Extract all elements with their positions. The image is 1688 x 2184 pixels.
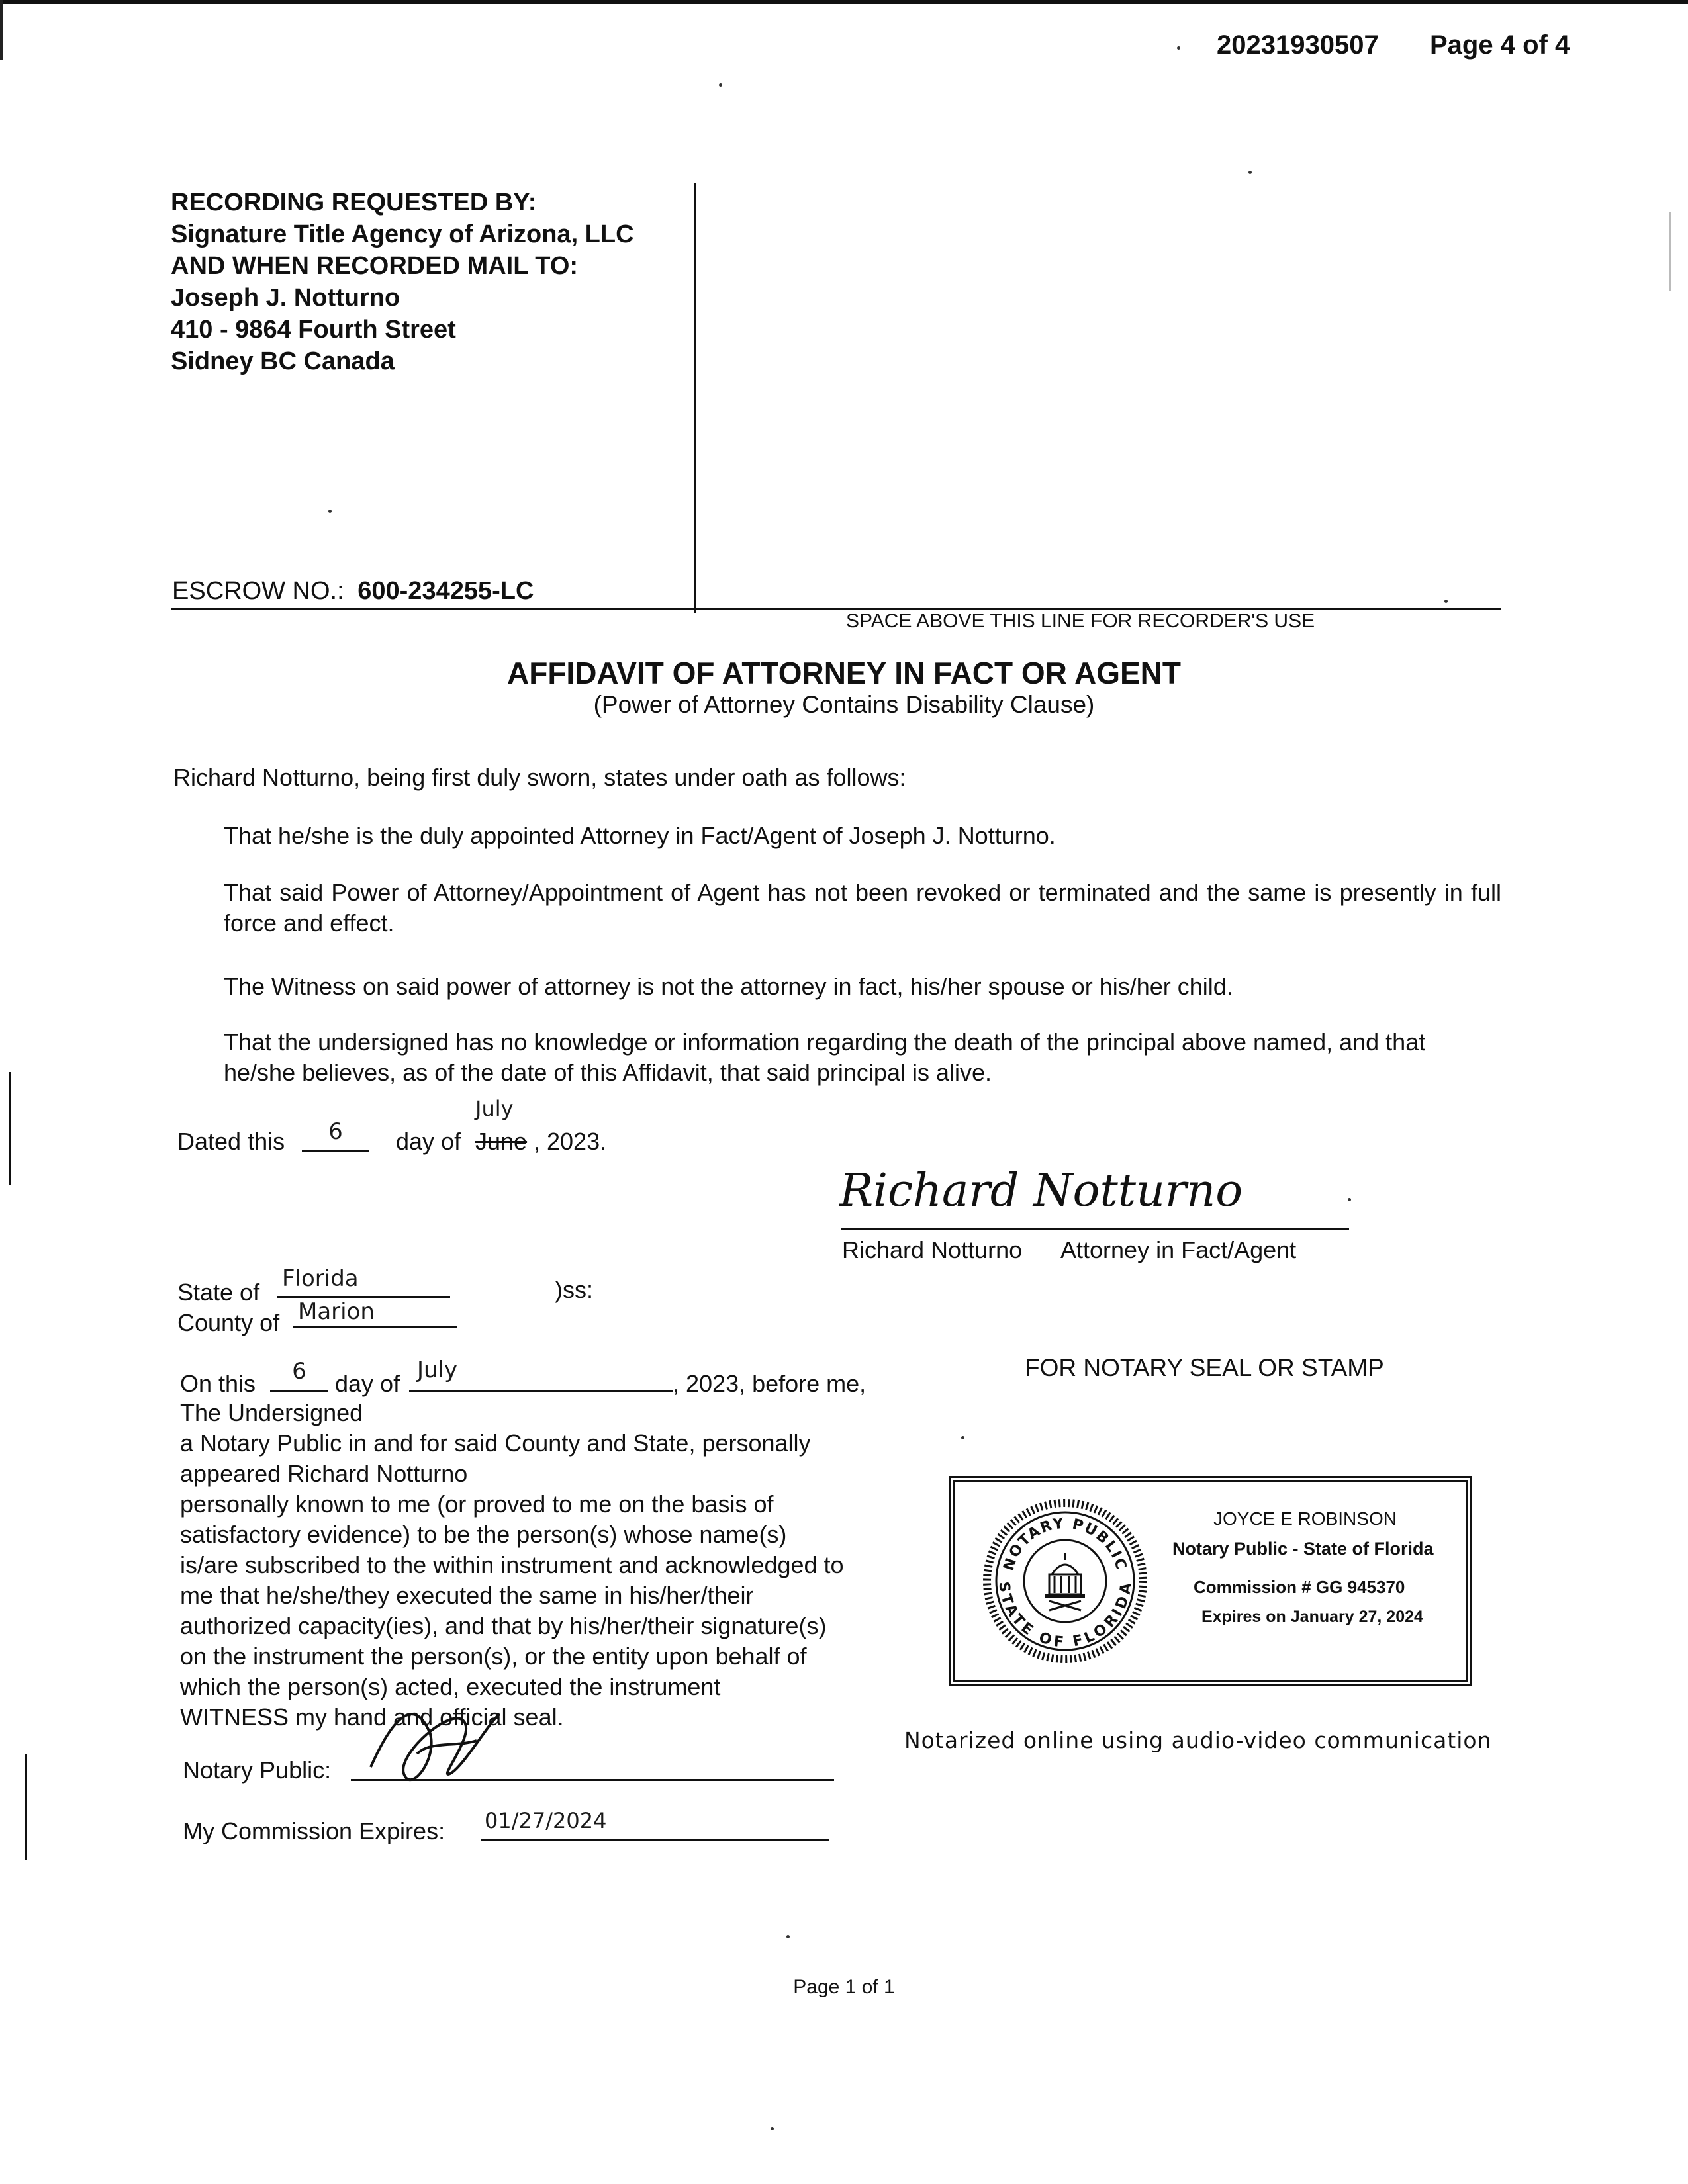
ack-body — [180, 1398, 941, 1733]
witness-line: WITNESS my hand and official seal. — [180, 1704, 564, 1731]
recorder-note: SPACE ABOVE THIS LINE FOR RECORDER'S USE — [846, 610, 1315, 632]
margin-scan-mark — [9, 1072, 11, 1185]
recording-line: 410 - 9864 Fourth Street — [171, 316, 456, 343]
signer-role: Attorney in Fact/Agent — [1060, 1236, 1297, 1263]
state-value — [277, 1265, 450, 1298]
online-notarization-note: Notarized online using audio-video communication — [904, 1727, 1492, 1753]
seal-notary-name: JOYCE E ROBINSON — [1213, 1508, 1397, 1529]
state-value-text: Florida — [282, 1265, 359, 1292]
body-intro: Richard Notturno, being first duly sworn, states under oath as follows: — [173, 764, 906, 791]
recording-line: RECORDING REQUESTED BY: — [171, 189, 537, 216]
recorder-divider-horizontal — [171, 608, 1501, 610]
seal-ring-bottom-text: STATE OF FLORIDA — [995, 1580, 1135, 1651]
ack-prefix: On this — [180, 1370, 256, 1397]
footer-page: Page 1 of 1 — [793, 1976, 895, 1998]
ack-mid: day of — [335, 1370, 400, 1397]
page-label: Page 4 of 4 — [1430, 30, 1570, 60]
ack-suffix: , 2023, before me, — [673, 1370, 867, 1397]
dated-month-struck: June — [475, 1128, 528, 1155]
county-value-text: Marion — [298, 1298, 375, 1325]
notary-signature-line — [351, 1779, 834, 1781]
margin-scan-mark — [25, 1754, 27, 1860]
county-value — [293, 1298, 457, 1328]
ack-line: satisfactory evidence) to be the person(s) whose name(s) — [180, 1521, 787, 1548]
recorder-divider-vertical — [694, 183, 696, 613]
body-paragraph-3: The Witness on said power of attorney is not the attorney in fact, his/her spouse or his/her child. — [224, 973, 1233, 1000]
ack-line: a Notary Public in and for said County and State, personally — [180, 1430, 811, 1457]
recording-line: Sidney BC Canada — [171, 347, 395, 375]
ack-line: me that he/she/they executed the same in his/her/their — [180, 1582, 754, 1609]
dated-mid: day of — [396, 1128, 461, 1155]
escrow-label: ESCROW NO.: — [172, 577, 344, 605]
ack-line: The Undersigned — [180, 1399, 363, 1426]
notary-seal-emblem — [980, 1496, 1150, 1666]
ack-line: authorized capacity(ies), and that by his/her/their signature(s) — [180, 1612, 827, 1639]
seal-expires: Expires on January 27, 2024 — [1201, 1608, 1423, 1626]
recording-address-block — [171, 187, 634, 377]
seal-commission: Commission # GG 945370 — [1194, 1577, 1405, 1597]
seal-notary-title: Notary Public - State of Florida — [1172, 1539, 1434, 1559]
scan-speck — [961, 1436, 964, 1439]
ack-line: personally known to me (or proved to me on the basis of — [180, 1490, 774, 1518]
ack-line: which the person(s) acted, executed the instrument — [180, 1673, 721, 1700]
commission-value-field — [481, 1808, 829, 1841]
scan-speck — [786, 1935, 790, 1938]
commission-value: 01/27/2024 — [485, 1808, 607, 1833]
dated-prefix: Dated this — [177, 1128, 285, 1155]
recording-line: Signature Title Agency of Arizona, LLC — [171, 220, 634, 248]
left-edge-mark — [0, 0, 3, 60]
top-edge-line — [0, 0, 1688, 4]
dated-suffix: , 2023. — [534, 1128, 607, 1155]
body-paragraph-4: That the undersigned has no knowledge or information regarding the death of the principal above named, and that he/she believes, as of the date of this Affidavit, that said principal is alive. — [224, 1028, 1426, 1086]
scan-speck — [1248, 171, 1252, 174]
margin-scan-mark — [1669, 212, 1671, 291]
escrow-row — [172, 577, 534, 606]
notary-public-label: Notary Public: — [183, 1756, 332, 1784]
ack-line: on the instrument the person(s), or the entity upon behalf of — [180, 1643, 807, 1670]
commission-label: My Commission Expires: — [183, 1817, 445, 1844]
seal-ring-top-text: NOTARY PUBLIC — [1000, 1515, 1130, 1573]
recording-line: Joseph J. Notturno — [171, 284, 400, 312]
document-subtitle: (Power of Attorney Contains Disability Clause) — [593, 691, 1095, 718]
ack-day-field: 6 — [270, 1358, 328, 1392]
seal-heading: FOR NOTARY SEAL OR STAMP — [1025, 1354, 1384, 1381]
ack-month-field — [409, 1357, 673, 1392]
scan-speck — [771, 2127, 774, 2130]
county-label: County of — [177, 1309, 280, 1336]
scan-speck — [328, 510, 332, 513]
notary-signature-scribble — [357, 1694, 516, 1800]
document-title: AFFIDAVIT OF ATTORNEY IN FACT OR AGENT — [507, 656, 1181, 690]
signer-name: Richard Notturno — [842, 1236, 1023, 1263]
scan-speck — [1444, 600, 1448, 603]
ack-line: appeared Richard Notturno — [180, 1460, 468, 1487]
dated-day-field: 6 — [302, 1118, 369, 1152]
state-label: State of — [177, 1279, 260, 1306]
recording-line: AND WHEN RECORDED MAIL TO: — [171, 252, 579, 280]
scan-speck — [1177, 46, 1180, 50]
body-paragraph-1: That he/she is the duly appointed Attorney in Fact/Agent of Joseph J. Notturno. — [224, 822, 1056, 849]
ack-month-text: July — [417, 1357, 458, 1383]
handwritten-signature: Richard Notturno — [839, 1165, 1243, 1217]
document-number: 20231930507 — [1217, 30, 1379, 60]
ss-mark: )ss: — [555, 1276, 593, 1303]
ack-line: is/are subscribed to the within instrument and acknowledged to — [180, 1551, 844, 1578]
dated-month-handwritten: July — [475, 1096, 514, 1121]
signature-line — [841, 1228, 1349, 1230]
notary-seal-box — [953, 1480, 1468, 1682]
scan-speck — [719, 83, 722, 87]
body-paragraph-2: That said Power of Attorney/Appointment of Agent has not been revoked or terminated and the same is presently in full force and effect. — [224, 879, 1501, 936]
escrow-number: 600-234255-LC — [357, 577, 534, 605]
scan-speck — [1348, 1198, 1351, 1201]
